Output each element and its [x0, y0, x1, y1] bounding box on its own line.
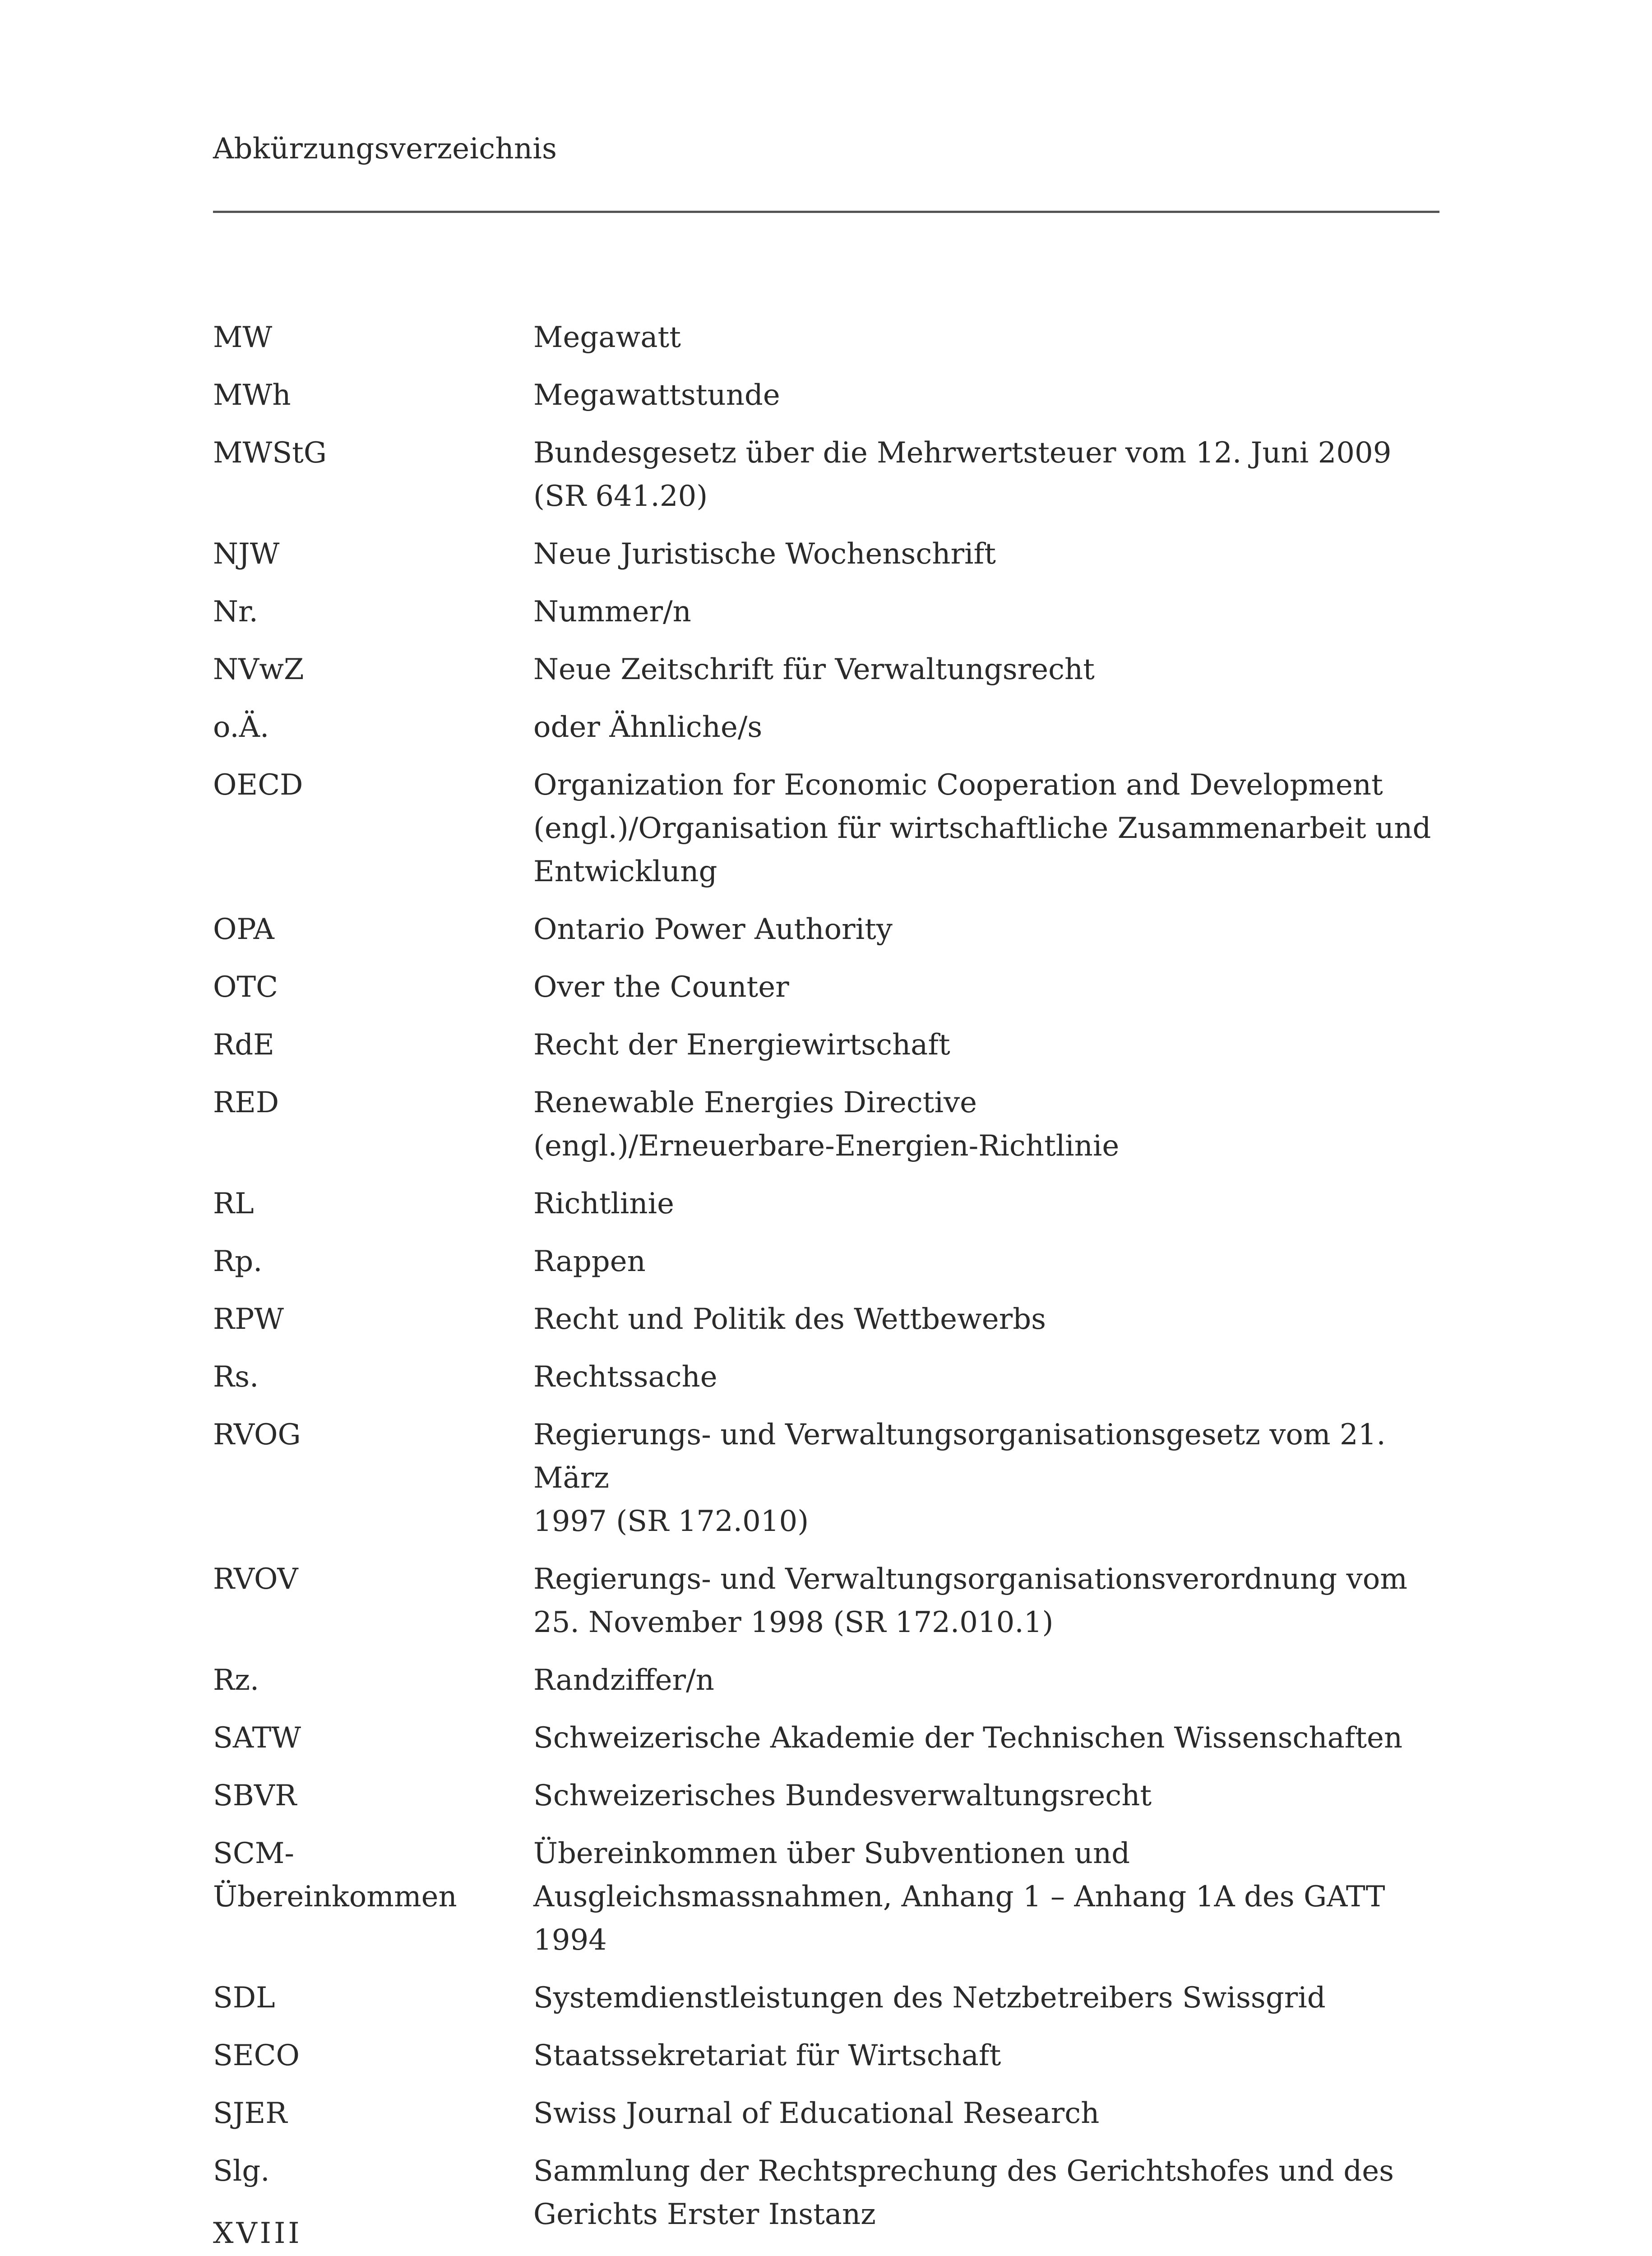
- abbreviation-term: OTC: [213, 971, 278, 1004]
- abbreviation-term: SCM- Übereinkommen: [213, 1837, 457, 1914]
- abbreviation-term: MWStG: [213, 436, 327, 470]
- page-number: XVIII: [213, 2217, 302, 2250]
- abbreviation-definition: Ontario Power Authority: [533, 913, 893, 946]
- abbreviation-entry: [213, 316, 1440, 359]
- abbreviation-term: SATW: [213, 1721, 301, 1755]
- abbreviation-definition: Schweizerische Akademie der Technischen Wissenschaften: [533, 1721, 1403, 1755]
- abbreviation-entry: [213, 431, 1440, 518]
- abbreviation-definition: Sammlung der Rechtsprechung des Gerichtshofes und des Gerichts Erster Instanz: [533, 2154, 1394, 2231]
- abbreviation-definition: Systemdienstleistungen des Netzbetreibers Swissgrid: [533, 1981, 1326, 2015]
- abbreviation-definition: Regierungs- und Verwaltungsorganisationsverordnung vom 25. November 1998 (SR 172.010.1): [533, 1563, 1407, 1639]
- abbreviation-entry: [213, 1023, 1440, 1067]
- header-divider: [213, 211, 1439, 213]
- abbreviation-definition: Nummer/n: [533, 595, 691, 629]
- abbreviation-entry: [213, 1081, 1440, 1168]
- abbreviation-entry: [213, 763, 1440, 893]
- abbreviation-entry: [213, 1240, 1440, 1283]
- abbreviation-entry: [213, 908, 1440, 951]
- abbreviation-term: SJER: [213, 2097, 287, 2130]
- abbreviation-term: OECD: [213, 768, 303, 802]
- abbreviation-definition: Richtlinie: [533, 1187, 674, 1220]
- abbreviation-entry: [213, 1716, 1440, 1760]
- abbreviation-term: OPA: [213, 913, 274, 946]
- abbreviation-definition: Organization for Economic Cooperation and Development (engl.)/Organisation für wirtschaftliche Zusammenarbeit und Entwicklung: [533, 768, 1431, 888]
- abbreviation-term: NJW: [213, 537, 280, 571]
- abbreviation-definition: Recht und Politik des Wettbewerbs: [533, 1303, 1046, 1336]
- abbreviation-entry: [213, 966, 1440, 1009]
- abbreviation-definition: Neue Juristische Wochenschrift: [533, 537, 996, 571]
- abbreviation-definition: Over the Counter: [533, 971, 789, 1004]
- abbreviation-entry: [213, 2150, 1440, 2236]
- abbreviation-term: SECO: [213, 2039, 300, 2072]
- abbreviation-entry: [213, 1774, 1440, 1817]
- abbreviation-definition: Rechtssache: [533, 1360, 717, 1394]
- abbreviation-term: Rp.: [213, 1245, 263, 1278]
- abbreviation-term: RdE: [213, 1028, 274, 1062]
- abbreviation-definition: Übereinkommen über Subventionen und Ausgleichsmassnahmen, Anhang 1 – Anhang 1A des GATT 1994: [533, 1837, 1385, 1957]
- running-header: Abkürzungsverzeichnis: [213, 132, 557, 166]
- abbreviation-term: Nr.: [213, 595, 258, 629]
- abbreviation-definition: Rappen: [533, 1245, 646, 1278]
- abbreviation-entry: [213, 1976, 1440, 2020]
- abbreviation-definition: Megawatt: [533, 321, 681, 354]
- abbreviation-term: Slg.: [213, 2154, 270, 2188]
- abbreviation-entry: [213, 1558, 1440, 1644]
- abbreviation-definition: Randziffer/n: [533, 1664, 714, 1697]
- abbreviation-term: RVOV: [213, 1563, 298, 1596]
- abbreviation-entry: [213, 1413, 1440, 1543]
- abbreviation-entry: [213, 706, 1440, 749]
- abbreviation-term: RPW: [213, 1303, 284, 1336]
- abbreviation-term: RVOG: [213, 1418, 301, 1452]
- abbreviation-definition: Megawattstunde: [533, 379, 780, 412]
- abbreviation-term: SDL: [213, 1981, 275, 2015]
- abbreviation-entry: [213, 2092, 1440, 2135]
- abbreviation-term: MWh: [213, 379, 291, 412]
- abbreviation-entry: [213, 1832, 1440, 1962]
- abbreviation-definition: Bundesgesetz über die Mehrwertsteuer vom 12. Juni 2009 (SR 641.20): [533, 436, 1392, 513]
- abbreviation-definition: Regierungs- und Verwaltungsorganisationsgesetz vom 21. März 1997 (SR 172.010): [533, 1418, 1386, 1538]
- abbreviation-entry: [213, 374, 1440, 417]
- abbreviation-term: MW: [213, 321, 273, 354]
- abbreviation-entry: [213, 2034, 1440, 2077]
- abbreviation-entry: [213, 532, 1440, 576]
- abbreviation-term: SBVR: [213, 1779, 297, 1812]
- abbreviation-term: RL: [213, 1187, 254, 1220]
- abbreviation-term: NVwZ: [213, 653, 304, 686]
- abbreviation-entry: [213, 1182, 1440, 1225]
- abbreviation-term: o.Ä.: [213, 711, 269, 744]
- abbreviation-definition: Recht der Energiewirtschaft: [533, 1028, 950, 1062]
- abbreviation-entry: [213, 648, 1440, 691]
- abbreviation-entry: [213, 1298, 1440, 1341]
- abbreviation-definition: Staatssekretariat für Wirtschaft: [533, 2039, 1001, 2072]
- abbreviation-definition: Neue Zeitschrift für Verwaltungsrecht: [533, 653, 1095, 686]
- abbreviation-entry: [213, 590, 1440, 633]
- abbreviation-term: Rs.: [213, 1360, 259, 1394]
- abbreviation-definition: Swiss Journal of Educational Research: [533, 2097, 1100, 2130]
- abbreviation-definition: Schweizerisches Bundesverwaltungsrecht: [533, 1779, 1152, 1812]
- abbreviation-term: Rz.: [213, 1664, 259, 1697]
- abbreviation-entry: [213, 1355, 1440, 1399]
- abbreviation-list: [213, 316, 1440, 2251]
- abbreviation-definition: Renewable Energies Directive (engl.)/Erneuerbare-Energien-Richtlinie: [533, 1086, 1120, 1163]
- abbreviation-term: RED: [213, 1086, 279, 1119]
- abbreviation-definition: oder Ähnliche/s: [533, 711, 763, 744]
- abbreviation-entry: [213, 1659, 1440, 1702]
